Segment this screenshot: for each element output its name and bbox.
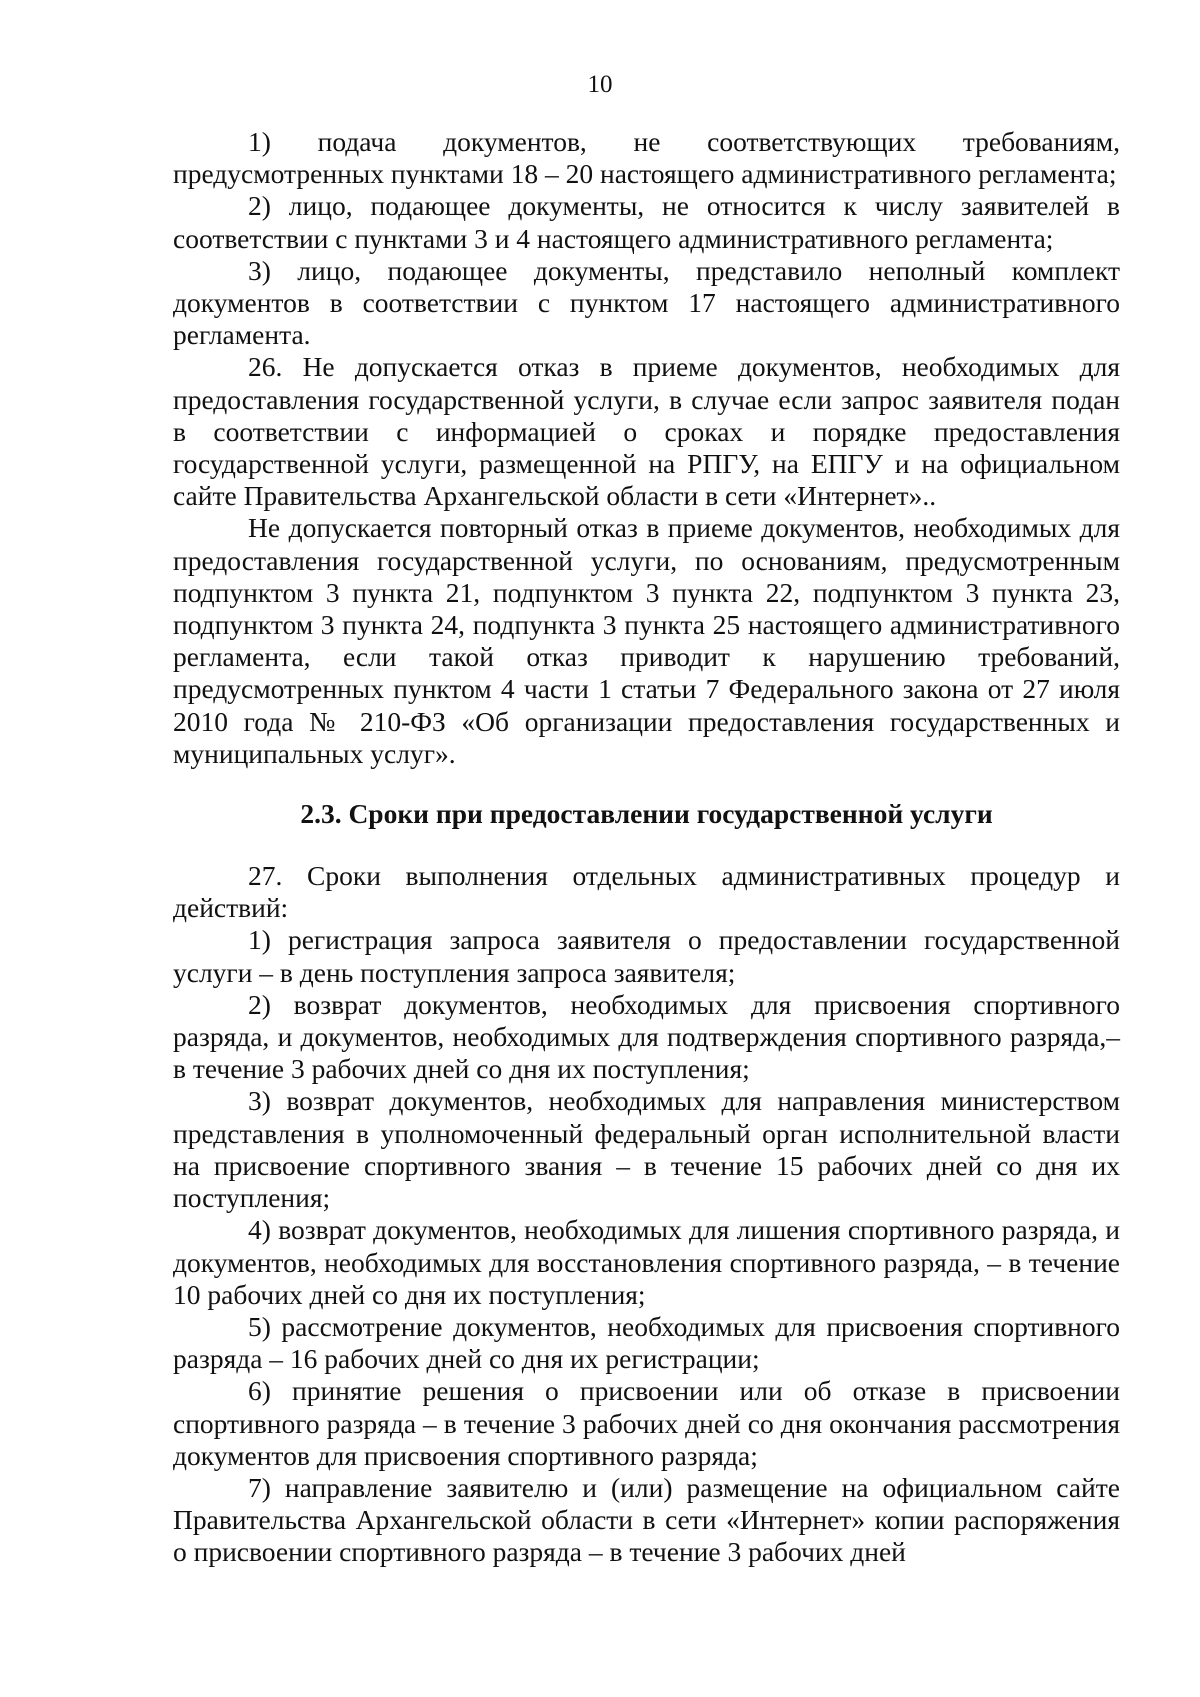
clause-paragraph: 27. Сроки выполнения отдельных административных процедур и действий: [173,860,1120,924]
list-item-paragraph: 6) принятие решения о присвоении или об отказе в присвоении спортивного разряда – в течение 3 рабочих дней со дня окончания рассмотрения документов для присвоения спортивного разряда; [173,1375,1120,1471]
list-item-paragraph: 5) рассмотрение документов, необходимых для присвоения спортивного разряда – 16 рабочих дней со дня их регистрации; [173,1310,1120,1375]
list-item-paragraph: 7) направление заявителю и (или) размещение на официальном сайте Правительства Архангельской области в сети «Интернет» копии распоряжения о присвоении спортивного разряда – в течение 3 рабочих дней [173,1471,1120,1568]
list-item-paragraph: 1) регистрация запроса заявителя о предоставлении государственной услуги – в день поступления запроса заявителя; [173,924,1120,988]
page-number: 10 [587,71,613,98]
list-item-paragraph: 2) возврат документов, необходимых для присвоения спортивного разряда, и документов, необходимых для подтверждения спортивного разряда,– в течение 3 рабочих дней со дня их поступления; [173,988,1120,1085]
list-item-paragraph: 3) лицо, подающее документы, представило неполный комплект документов в соответствии с пунктом 17 настоящего административного регламента. [173,254,1120,351]
document-body [173,126,1120,1569]
list-item-paragraph: 1) подача документов, не соответствующих требованиям, предусмотренных пунктами 18 – 20 настоящего административного регламента; [173,126,1120,190]
list-item-paragraph: 2) лицо, подающее документы, не относится к числу заявителей в соответствии с пунктами 3 и 4 настоящего административного регламента; [173,190,1120,254]
clause-paragraph: 26. Не допускается отказ в приеме документов, необходимых для предоставления государственной услуги, в случае если запрос заявителя подан в соответствии с информацией о сроках и порядке предоставления государственной услуги, размещенной на РПГУ, на ЕПГУ и на официальном сайте Правительства Архангельской области в сети «Интернет».. [173,351,1120,512]
list-item-paragraph: 4) возврат документов, необходимых для лишения спортивного разряда, и документов, необходимых для восстановления спортивного разряда, – в течение 10 рабочих дней со дня их поступления; [173,1214,1120,1310]
list-item-paragraph: 3) возврат документов, необходимых для направления министерством представления в уполномоченный федеральный орган исполнительной власти на присвоение спортивного звания – в течение 15 рабочих дней со дня их поступления; [173,1085,1120,1214]
clause-paragraph: Не допускается повторный отказ в приеме документов, необходимых для предоставления государственной услуги, по основаниям, предусмотренным подпунктом 3 пункта 21, подпунктом 3 пункта 22, подпунктом 3 пункта 23, подпунктом 3 пункта 24, подпункта 3 пункта 25 настоящего административного регламента, если такой отказ приводит к нарушению требований, предусмотренных пунктом 4 части 1 статьи 7 Федерального закона от 27 июля 2010 года № 210-ФЗ «Об организации предоставления государственных и муниципальных услуг». [173,512,1120,769]
section-heading: 2.3. Сроки при предоставлении государственной услуги [300,798,993,830]
